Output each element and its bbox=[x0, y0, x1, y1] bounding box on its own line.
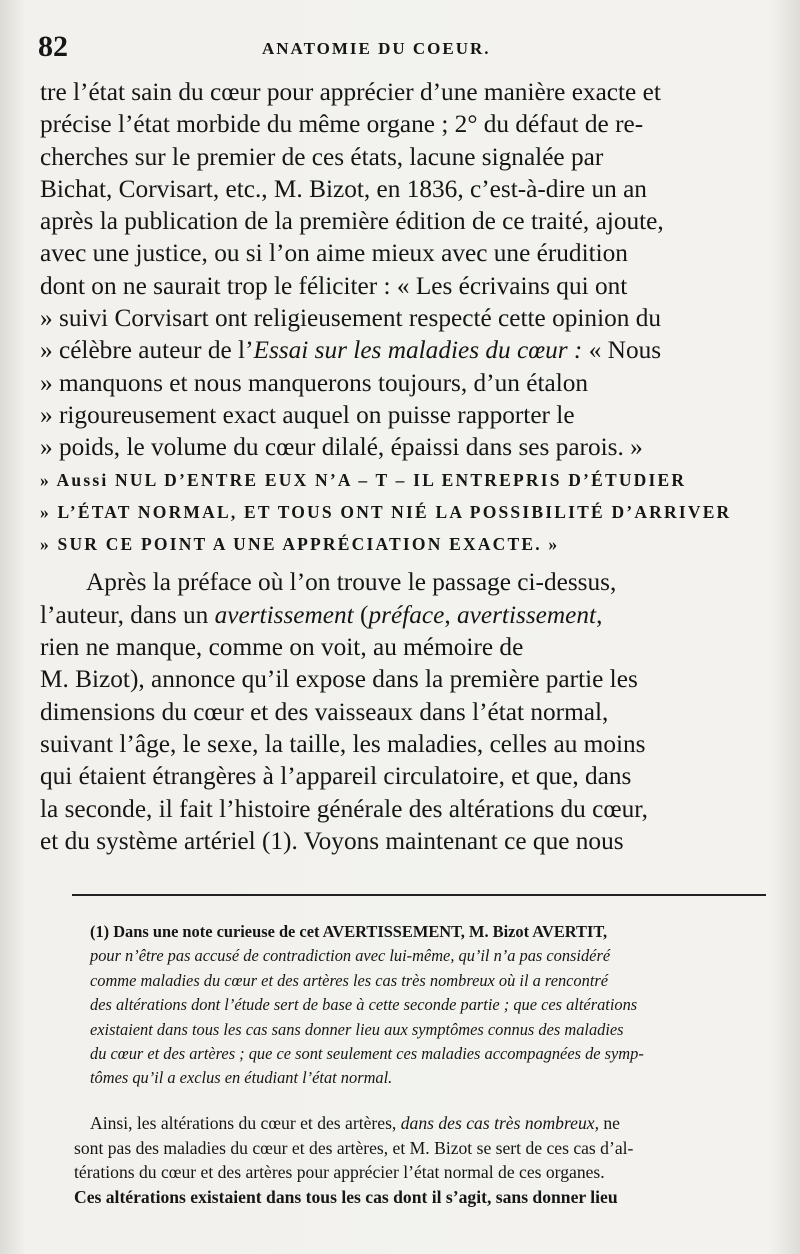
text-line: et du système artériel (1). Voyons maintenant ce que nous bbox=[40, 826, 624, 855]
footnote-line: existaient dans tous les cas sans donner lieu aux symptômes connus des maladies bbox=[90, 1019, 624, 1039]
footnote-line: comme maladies du cœur et des artères les cas très nombreux où il a rencontré bbox=[90, 970, 609, 990]
footnote-first-line: (1) Dans une note curieuse de cet AVERTISSEMENT, M. Bizot AVERTIT, bbox=[90, 922, 608, 941]
text-line: dimensions du cœur et des vaisseaux dans l’état normal, bbox=[40, 697, 609, 726]
text-line: » poids, le volume du cœur dilalé, épaissi dans ses parois. » bbox=[40, 433, 643, 462]
italic-word: préface bbox=[368, 600, 445, 629]
footnote-divider bbox=[72, 894, 766, 896]
running-head: ANATOMIE DU COEUR. bbox=[262, 39, 491, 58]
text-line: » rigoureusement exact auquel on puisse rapporter le bbox=[40, 400, 575, 429]
text-fragment: , bbox=[596, 600, 603, 629]
footnote-para-line: térations du cœur et des artères pour apprécier l’état normal de ces organes. bbox=[74, 1162, 605, 1183]
footnote-line: du cœur et des artères ; que ce sont seulement ces maladies accompagnées de symp- bbox=[90, 1044, 644, 1064]
smallcaps-line: » Aussi NUL D’ENTRE EUX N’A – T – IL ENTREPRIS D’ÉTUDIER bbox=[40, 469, 687, 490]
footnote-para-line: Ces altérations existaient dans tous les cas dont il s’agit, sans donner lieu bbox=[74, 1186, 618, 1207]
text-line bbox=[40, 599, 766, 631]
footnote-line: tômes qu’il a exclus en étudiant l’état normal. bbox=[90, 1068, 393, 1088]
text-line: la seconde, il fait l’histoire générale des altérations du cœur, bbox=[40, 794, 648, 823]
main-text bbox=[40, 76, 766, 857]
smallcaps-line: » SUR CE POINT A UNE APPRÉCIATION EXACTE. » bbox=[40, 534, 560, 555]
footnote bbox=[90, 920, 778, 1091]
page-number: 82 bbox=[38, 30, 68, 63]
text-line: tre l’état sain du cœur pour apprécier d’une manière exacte et bbox=[40, 78, 661, 106]
text-fragment: » célèbre auteur de l’ bbox=[40, 336, 254, 365]
footnote-para-line bbox=[74, 1111, 778, 1136]
text-line: Bichat, Corvisart, etc., M. Bizot, en 1836, c’est-à-dire un an bbox=[40, 174, 647, 203]
page-header bbox=[38, 30, 768, 66]
paragraph-first-line: Après la préface où l’on trouve le passage ci-dessus, bbox=[86, 568, 617, 597]
text-line: » suivi Corvisart ont religieusement respecté cette opinion du bbox=[40, 304, 662, 333]
smallcaps-line: » L’ÉTAT NORMAL, ET TOUS ONT NIÉ LA POSSIBILITÉ D’ARRIVER bbox=[40, 501, 732, 522]
footnote-line: des altérations dont l’étude sert de base à cette seconde partie ; que ces altérations bbox=[90, 995, 638, 1015]
footnote-para-line: sont pas des maladies du cœur et des artères, et M. Bizot se sert de ces cas d’al- bbox=[74, 1137, 634, 1158]
text-line: » manquons et nous manquerons toujours, d’un étalon bbox=[40, 368, 589, 397]
footnote-line: pour n’être pas accusé de contradiction avec lui-même, qu’il n’a pas considéré bbox=[90, 946, 611, 966]
text-line: suivant l’âge, le sexe, la taille, les maladies, celles au moins bbox=[40, 729, 646, 758]
text-line: dont on ne saurait trop le féliciter : « Les écrivains qui ont bbox=[40, 271, 628, 300]
text-line: après la publication de la première édition de ce traité, ajoute, bbox=[40, 207, 664, 236]
italic-title: Essai sur les maladies du cœur : bbox=[253, 336, 583, 365]
italic-word: avertissement bbox=[214, 600, 354, 629]
italic-phrase: dans des cas très nombreux, bbox=[400, 1113, 599, 1133]
footnote-paragraph bbox=[74, 1111, 778, 1209]
text-fragment: Ainsi, les altérations du cœur et des artères, bbox=[90, 1113, 401, 1133]
text-line: cherches sur le premier de ces états, lacune signalée par bbox=[40, 142, 604, 171]
text-fragment: l’auteur, dans un bbox=[40, 600, 215, 629]
text-line: rien ne manque, comme on voit, au mémoire de bbox=[40, 633, 524, 662]
text-fragment: « Nous bbox=[582, 336, 662, 365]
text-fragment: ( bbox=[353, 600, 369, 629]
text-line: qui étaient étrangères à l’appareil circulatoire, et que, dans bbox=[40, 762, 632, 791]
text-fragment: ne bbox=[598, 1113, 620, 1133]
italic-word: avertissement bbox=[456, 600, 597, 629]
text-line: avec une justice, ou si l’on aime mieux avec une érudition bbox=[40, 239, 628, 268]
text-line: précise l’état morbide du même organe ; 2° du défaut de re- bbox=[40, 110, 644, 139]
text-fragment: , bbox=[444, 600, 457, 629]
text-line: M. Bizot), annonce qu’il expose dans la première partie les bbox=[40, 665, 638, 694]
text-line bbox=[40, 334, 766, 366]
